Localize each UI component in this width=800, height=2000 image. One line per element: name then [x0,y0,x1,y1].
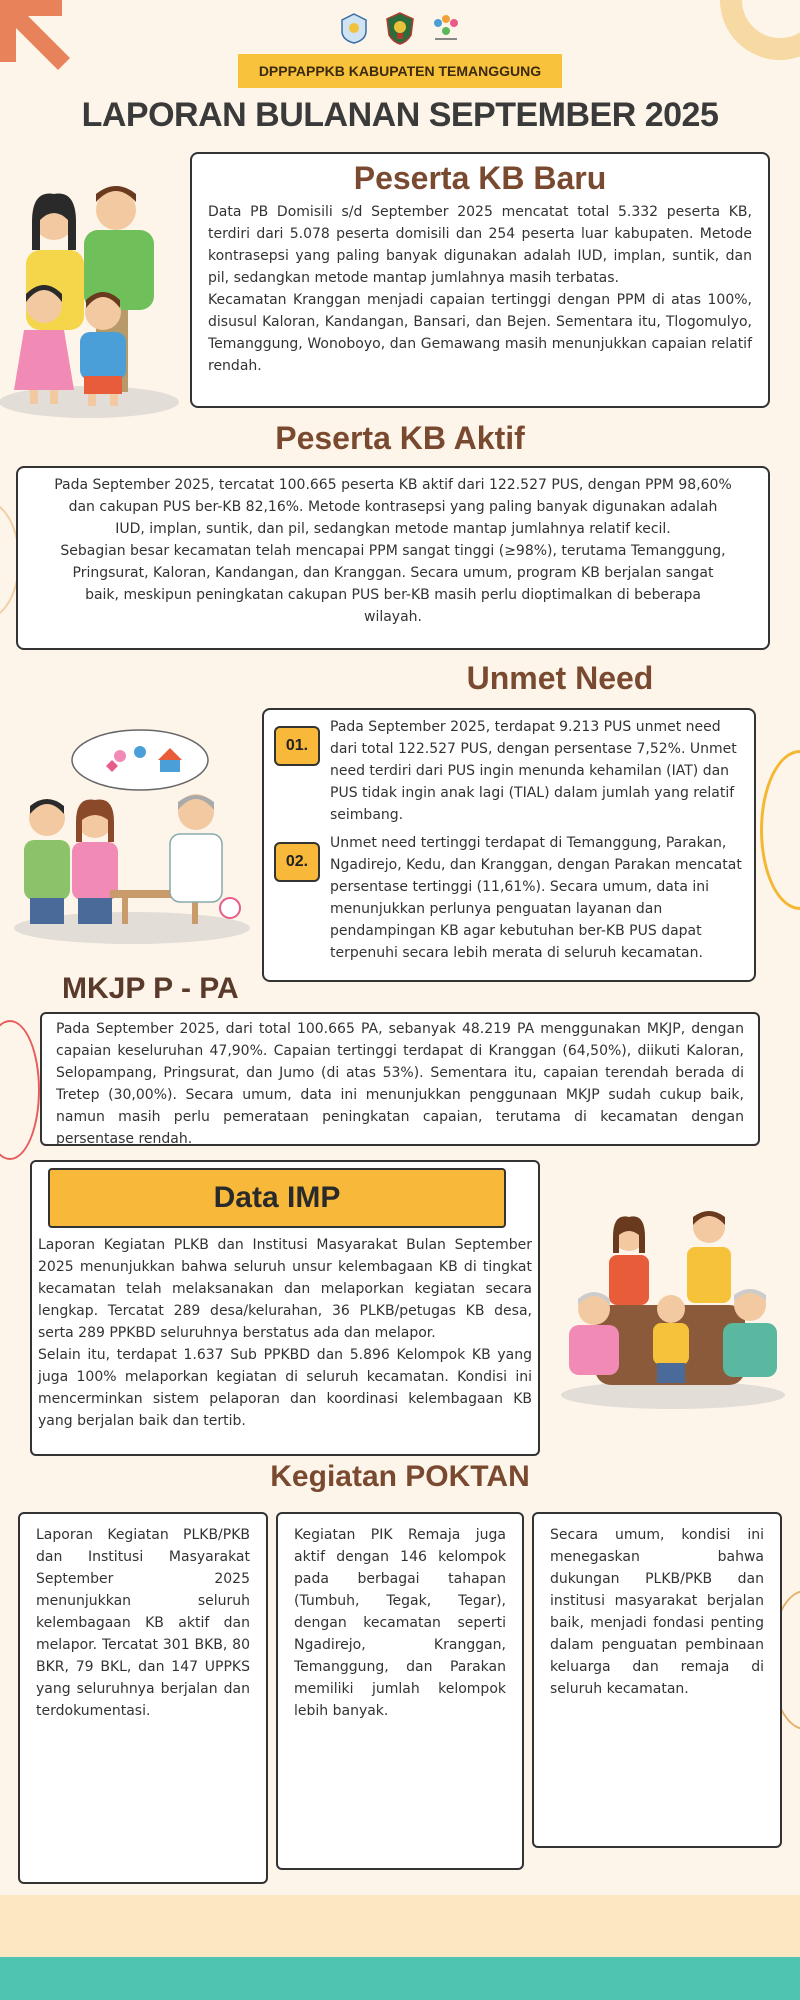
unmet-need-item [274,716,744,826]
mkjp-title: MKJP P - PA [62,972,239,1005]
government-logo [337,11,371,45]
page-title: LAPORAN BULANAN SEPTEMBER 2025 [81,96,719,134]
org-badge: DPPPAPPKB KABUPATEN TEMANGGUNG [238,54,562,88]
poktan-paragraph: Kegiatan PIK Remaja juga aktif dengan 146 kelompok pada berbagai tahapan (Tumbuh, Tegak, Tegar), dengan kecamatan seperti Ngadirejo, Kranggan, Temanggung, dan Parakan memiliki jumlah kelompok lebih banyak. [294,1527,506,1719]
poktan-column [18,1512,268,1884]
item-number-badge: 01. [274,726,320,766]
peserta-kb-aktif-paragraph: Pada September 2025, tercatat 100.665 peserta KB aktif dari 122.527 PUS, dengan PPM 98,60% dan cakupan PUS ber-KB 82,16%. Metode kontrasepsi yang paling banyak digunakan adalah IUD, implan, suntik, dan pil, sedangkan metode mantap jumlahnya relatif kecil. [54,477,732,537]
poktan-paragraph: Laporan Kegiatan PLKB/PKB dan Institusi Masyarakat September 2025 menunjukkan seluruh kelembagaan KB aktif dan melapor. Tercatat 301 BKB, 80 BKR, 79 BKL, dan 147 UPPKS yang seluruhnya berjalan dan terdokumentasi. [36,1527,250,1719]
peserta-kb-aktif-card [16,466,770,650]
poktan-column [276,1512,524,1870]
unmet-need-title: Unmet Need [466,660,654,696]
mkjp-card [40,1012,760,1146]
peserta-kb-baru-paragraph: Data PB Domisili s/d September 2025 mencatat total 5.332 peserta KB, terdiri dari 5.078 peserta domisili dan 254 peserta luar kabupaten. Metode kontrasepsi yang paling banyak digunakan adalah IUD, implan, suntik, dan pil, sedangkan metode mantap jumlahnya masih terbatas. [208,204,752,286]
poktan-paragraph: Secara umum, kondisi ini menegaskan bahwa dukungan PLKB/PKB dan institusi masyarakat berjalan baik, menjadi fondasi penting dalam penguatan pembinaan keluarga dan remaja di seluruh kecamatan. [550,1527,764,1697]
unmet-need-card [262,708,756,982]
peserta-kb-aktif-paragraph: Sebagian besar kecamatan telah mencapai PPM sangat tinggi (≥98%), terutama Temanggung, Pringsurat, Kaloran, Kandangan, dan Kranggan. Secara umum, program KB berjalan sangat baik, meskipun peningkatan cakupan PUS ber-KB masih perlu dioptimalkan di beberapa wilayah. [60,543,726,625]
arrow-decoration [0,0,80,80]
peserta-kb-aktif-title: Peserta KB Aktif [275,420,525,456]
data-imp-title: Data IMP [48,1168,506,1228]
family-illustration [4,180,190,420]
data-imp-paragraph: Selain itu, terdapat 1.637 Sub PPKBD dan 5.896 Kelompok KB yang juga 100% melaporkan kegiatan di seluruh kecamatan. Kondisi ini mencerminkan sistem pelaporan dan koordinasi kelembagaan KB yang berjalan baik dan tertib. [38,1347,532,1429]
peserta-kb-baru-title: Peserta KB Baru [353,160,607,196]
unmet-need-text: Pada September 2025, terdapat 9.213 PUS unmet need dari total 122.527 PUS, dengan persentase 7,52%. Unmet need terdiri dari PUS ingin menunda kehamilan (IAT) dan PUS tidak ingin anak lagi (TIAL) dalam jumlah yang relatif seimbang. [330,719,737,823]
mkjp-paragraph: Pada September 2025, dari total 100.665 PA, sebanyak 48.219 PA menggunakan MKJP, dengan capaian keseluruhan 47,90%. Capaian tertinggi terdapat di Kranggan (64,50%), diikuti Kaloran, Selopampang, Pringsurat, dan Jumo (di atas 53%). Sementara itu, capaian terendah berada di Tretep (30,00%). Secara umum, data ini menunjukkan penggunaan MKJP sudah cukup baik, namun masih perlu pemerataan peningkatan capaian, terutama di kecamatan dengan persentase rendah. [56,1021,744,1147]
logo-row [330,8,470,48]
item-number-badge: 02. [274,842,320,882]
peserta-kb-baru-paragraph: Kecamatan Kranggan menjadi capaian tertinggi dengan PPM di atas 100%, disusul Kaloran, Kandangan, Bansari, dan Bejen. Sementara itu, Tlogomulyo, Temanggung, Wonoboyo, dan Gemawang masih menunjukkan capaian relatif rendah. [208,292,752,374]
unmet-need-item [274,832,744,964]
footer-band [0,1895,800,1957]
ring-decoration [720,0,800,60]
data-imp-card [30,1160,540,1456]
family-program-logo [429,11,463,45]
data-imp-paragraph: Laporan Kegiatan PLKB dan Institusi Masyarakat Bulan September 2025 menunjukkan bahwa seluruh unsur kelembagaan KB di tingkat kecamatan telah melaksanakan dan melaporkan kegiatan secara lengkap. Tercatat 289 desa/kelurahan, 36 PLKB/petugas KB desa, serta 289 PPKBD seluruhnya berstatus ada dan melapor. [38,1237,532,1341]
extended-family-illustration [555,1205,790,1410]
poktan-title: Kegiatan POKTAN [270,1460,530,1493]
ring-decoration [0,1020,40,1160]
ring-decoration [760,750,800,910]
peserta-kb-baru-card [190,152,770,408]
footer-band [0,1957,800,2000]
poktan-column [532,1512,782,1848]
unmet-need-text: Unmet need tertinggi terdapat di Temanggung, Parakan, Ngadirejo, Kedu, dan Kranggan, dengan Parakan mencatat persentase tertinggi (11,61%). Secara umum, data ini menunjukkan perlunya penguatan layanan dan pendampingan KB agar kebutuhan ber-KB PUS dapat terpenuhi secara lebih merata di seluruh kecamatan. [330,835,742,961]
regency-logo [383,11,417,45]
consultation-illustration [10,730,255,945]
